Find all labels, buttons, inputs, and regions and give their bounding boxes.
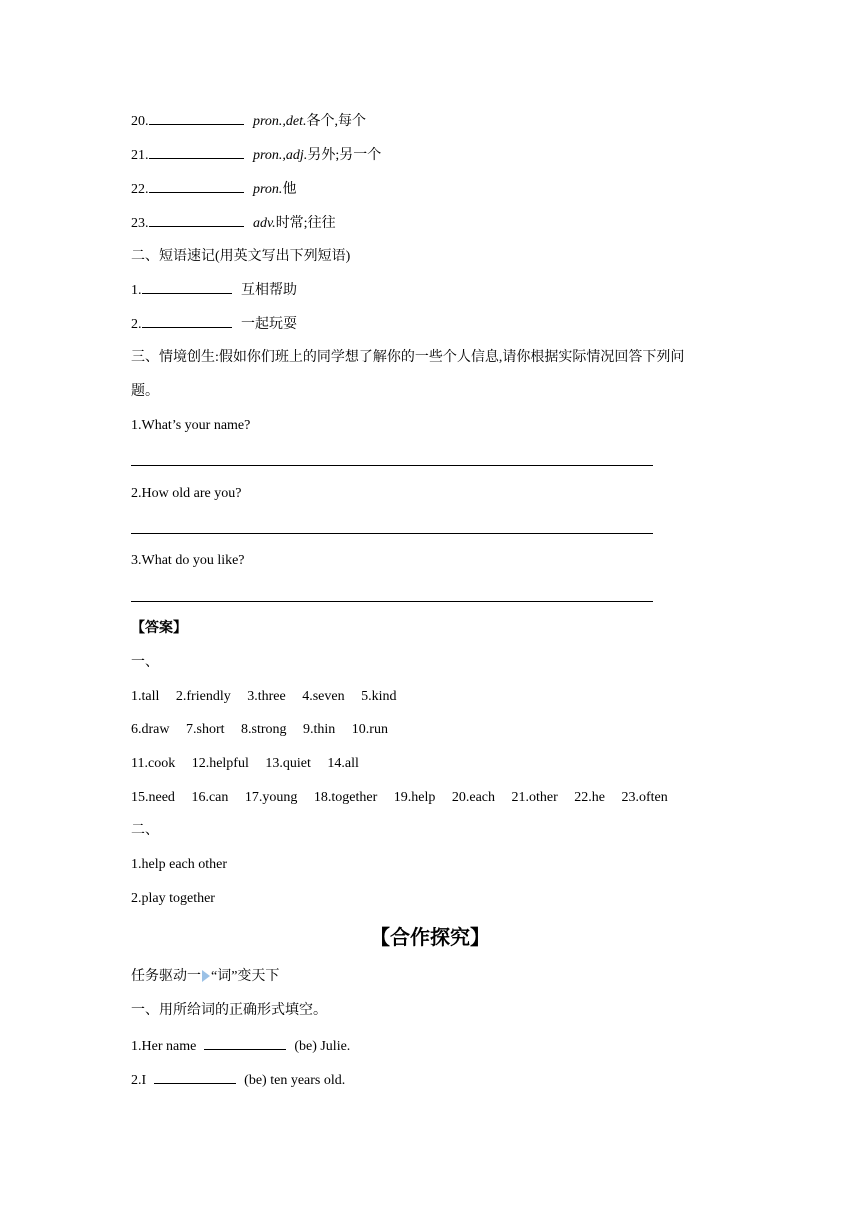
question-1: 1.What’s your name? (131, 418, 251, 433)
answer-blank[interactable] (154, 1071, 236, 1084)
section-heading: 三、情境创生:假如你们班上的同学想了解你的一些个人信息,请你根据实际情况回答下列问 (131, 350, 685, 365)
answers-part2-label: 二、 (131, 823, 159, 838)
answers-row (131, 789, 681, 807)
answers-row (131, 688, 409, 706)
answer-item: 21.other (511, 790, 558, 805)
answer-item: 13.quiet (265, 756, 311, 771)
answer-item: 4.seven (302, 689, 345, 704)
answer-item: 20.each (451, 790, 496, 805)
vocab-item-23: 23. adv.时常;往往 (131, 216, 336, 231)
fill-item-2: 2.I (be) ten years old. (131, 1073, 346, 1088)
answer-item: 14.all (327, 756, 359, 771)
section-heading-cont: 题。 (131, 384, 159, 399)
question-2: 2.How old are you? (131, 486, 242, 501)
answer-blank[interactable] (149, 180, 244, 193)
answer-item: 1.help each other (131, 857, 228, 872)
sub-heading: 一、用所给词的正确形式填空。 (131, 1003, 327, 1018)
answer-item: 1.tall (131, 689, 160, 704)
phrase-item-1: 1. 互相帮助 (131, 283, 297, 298)
answer-item: 23.often (621, 790, 668, 805)
answer-blank[interactable] (149, 146, 244, 159)
answer-item: 22.he (574, 790, 605, 805)
answer-item: 8.strong (241, 722, 287, 737)
fill-item-1: 1.Her name (be) Julie. (131, 1039, 351, 1054)
vocab-item-21: 21. pron.,adj.另外;另一个 (131, 148, 382, 163)
answer-item: 19.help (393, 790, 436, 805)
answer-item: 15.need (131, 790, 175, 805)
answers-row (131, 755, 372, 773)
answer-item: 17.young (244, 790, 298, 805)
answer-item: 9.thin (303, 722, 336, 737)
answers-title: 【答案】 (131, 621, 187, 636)
answer-line[interactable] (131, 533, 653, 534)
answer-line[interactable] (131, 601, 653, 602)
answer-blank[interactable] (142, 281, 232, 294)
question-3: 3.What do you like? (131, 553, 245, 568)
answer-item: 11.cook (131, 756, 176, 771)
answer-item: 6.draw (131, 722, 170, 737)
answer-line[interactable] (131, 465, 653, 466)
answer-item: 10.run (351, 722, 388, 737)
answer-item: 12.helpful (191, 756, 249, 771)
phrase-item-2: 2. 一起玩耍 (131, 317, 297, 332)
answer-blank[interactable] (149, 214, 244, 227)
right-arrow-icon (202, 970, 210, 982)
section-heading: 二、短语速记(用英文写出下列短语) (131, 249, 351, 264)
vocab-item-20: 20. pron.,det.各个,每个 (131, 114, 367, 129)
answer-blank[interactable] (149, 112, 244, 125)
answers-part1-label: 一、 (131, 655, 159, 670)
vocab-item-22: 22. pron.他 (131, 182, 297, 197)
answer-item: 5.kind (361, 689, 397, 704)
section-title: 【合作探究】 (370, 927, 490, 949)
answer-item: 7.short (186, 722, 225, 737)
answers-row (131, 721, 401, 739)
task-heading: 任务驱动一 “词”变天下 (131, 969, 280, 984)
answer-item: 2.friendly (175, 689, 231, 704)
answer-item: 16.can (191, 790, 229, 805)
answer-blank[interactable] (204, 1037, 286, 1050)
answer-item: 3.three (247, 689, 286, 704)
answer-blank[interactable] (142, 315, 232, 328)
answer-item: 2.play together (131, 891, 215, 906)
answer-item: 18.together (313, 790, 378, 805)
